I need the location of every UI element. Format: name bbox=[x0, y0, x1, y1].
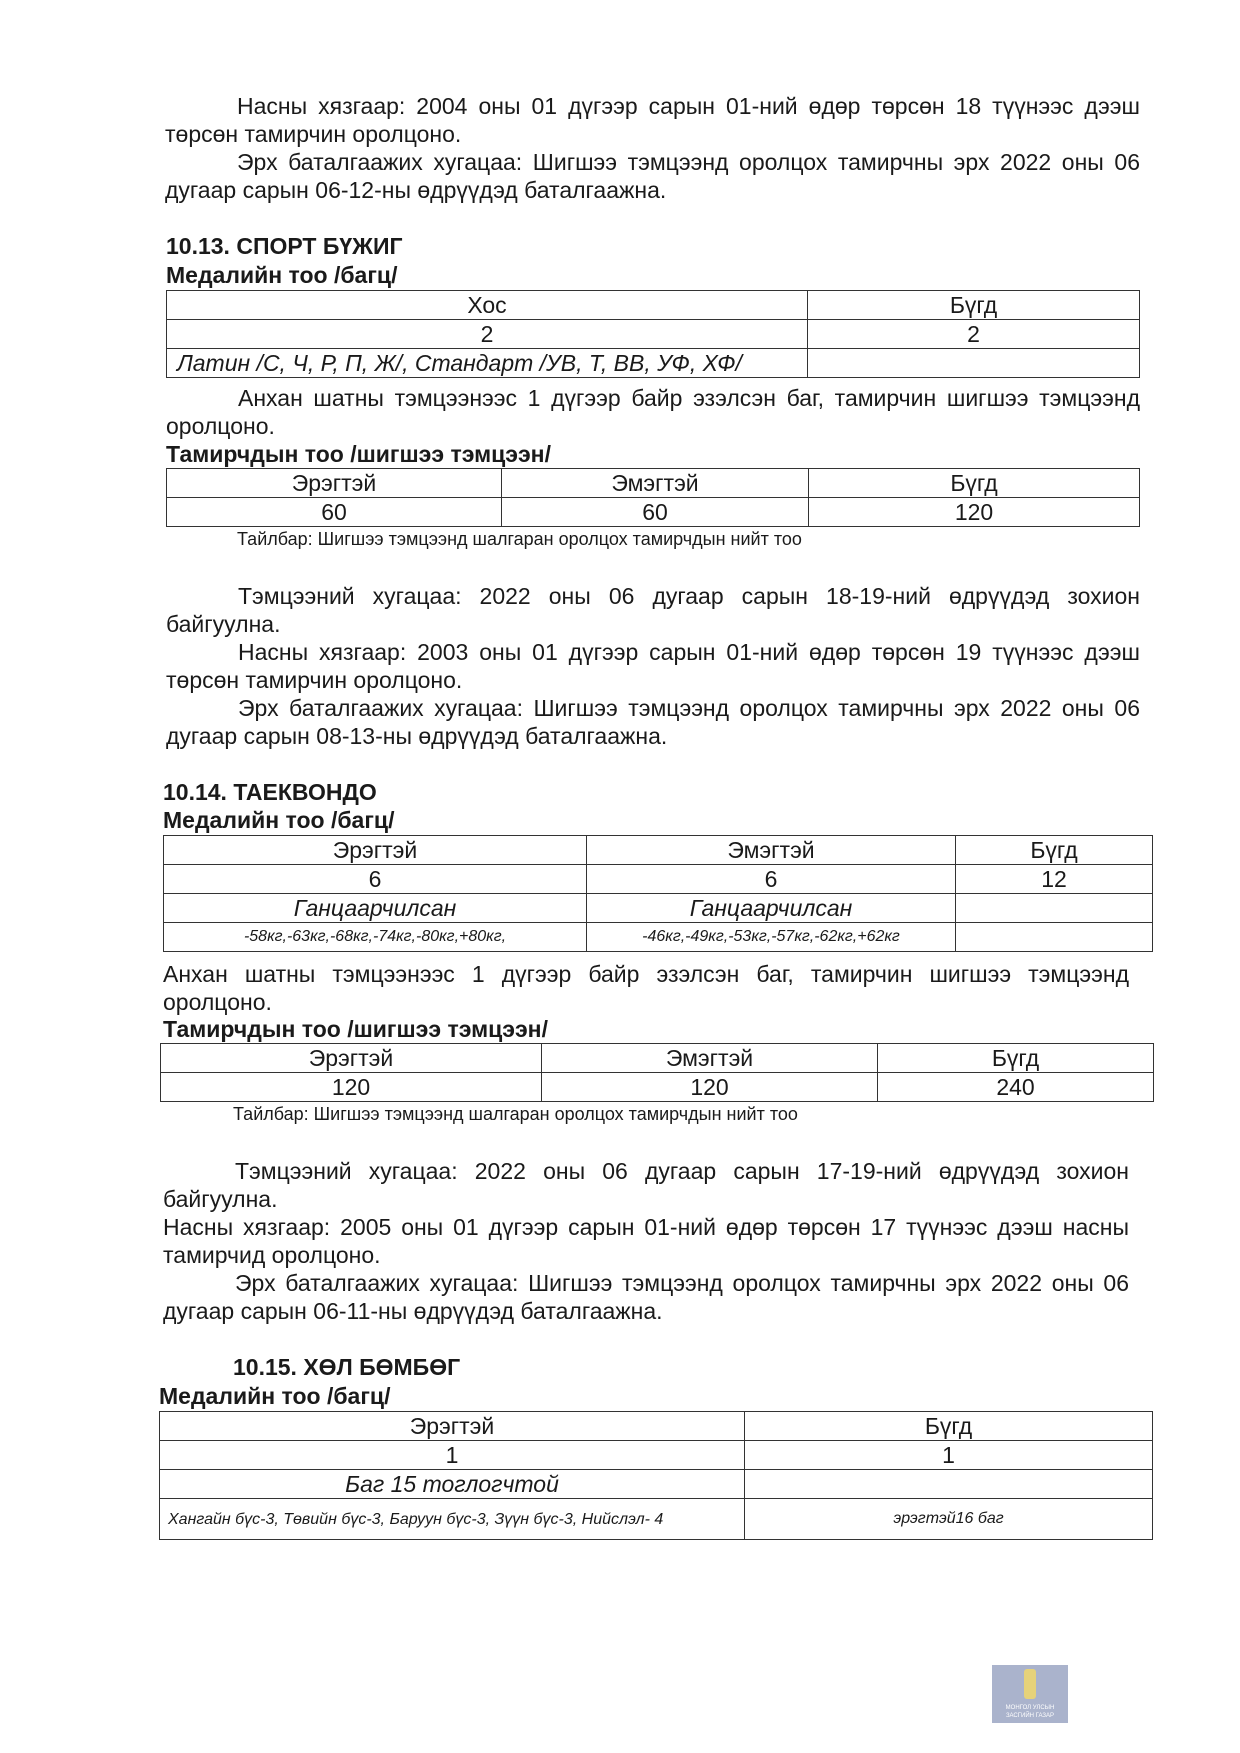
rights-text: Эрх баталгаажих хугацаа: Шигшээ тэмцээнд оролцох тамирчны эрх 2022 оны 06 дугаар сарын 08-13-ны өдрүүдэд баталгаажна. bbox=[166, 695, 1140, 749]
note-text: Тайлбар: Шигшээ тэмцээнд шалгаран оролцох тамирчдын нийт тоо bbox=[233, 1104, 798, 1124]
emblem-text: ЗАСГИЙН ГАЗАР bbox=[1005, 1713, 1055, 1719]
table-row bbox=[167, 320, 1140, 349]
table-row bbox=[167, 349, 1140, 378]
note-text: Тайлбар: Шигшээ тэмцээнд шалгаран оролцох тамирчдын нийт тоо bbox=[237, 529, 802, 549]
qualify-text: Анхан шатны тэмцээнээс 1 дүгээр байр эзэлсэн баг, тамирчин шигшээ тэмцээнд оролцоно. bbox=[166, 385, 1140, 439]
section-title-sport-dance: 10.13. СПОРТ БҮЖИГ bbox=[166, 233, 403, 259]
medal-heading: Медалийн тоо /багц/ bbox=[166, 262, 398, 288]
table-row bbox=[167, 498, 1140, 527]
cell bbox=[745, 1470, 1153, 1499]
header-cell: Эрэгтэй bbox=[164, 836, 587, 865]
medal-table-taekwondo bbox=[163, 835, 1153, 952]
intro-rights: Эрх баталгаажих хугацаа: Шигшээ тэмцээнд оролцох тамирчны эрх 2022 оны 06 дугаар сарын 06-12-ны өдрүүдэд баталгаажна. bbox=[165, 149, 1140, 203]
table-row bbox=[167, 291, 1140, 320]
soyombo-icon bbox=[1024, 1669, 1036, 1699]
cell bbox=[808, 349, 1140, 378]
cell: Ганцаарчилсан bbox=[164, 894, 587, 923]
cell: 6 bbox=[587, 865, 956, 894]
intro-age-limit: Насны хязгаар: 2004 оны 01 дүгээр сарын 01-ний өдөр төрсөн 18 түүнээс дээш төрсөн тамирчин оролцоно. bbox=[165, 93, 1140, 147]
cell bbox=[956, 894, 1153, 923]
table-row bbox=[164, 894, 1153, 923]
cell: 2 bbox=[167, 320, 808, 349]
cell: 120 bbox=[809, 498, 1140, 527]
table-row bbox=[164, 923, 1153, 952]
age-limit-text: Насны хязгаар: 2003 оны 01 дүгээр сарын 01-ний өдөр төрсөн 19 түүнээс дээш төрсөн тамирчин оролцоно. bbox=[166, 639, 1140, 693]
athlete-heading: Тамирчдын тоо /шигшээ тэмцээн/ bbox=[163, 1016, 548, 1042]
cell: 240 bbox=[878, 1073, 1154, 1102]
cell: Хангайн бүс-3, Төвийн бүс-3, Баруун бүс-3, Зүүн бүс-3, Нийслэл- 4 bbox=[160, 1499, 745, 1540]
cell: 6 bbox=[164, 865, 587, 894]
header-cell: Эрэгтэй bbox=[161, 1044, 542, 1073]
cell: 12 bbox=[956, 865, 1153, 894]
cell: эрэгтэй16 баг bbox=[745, 1499, 1153, 1540]
table-row bbox=[160, 1441, 1153, 1470]
medal-table-football bbox=[159, 1411, 1153, 1540]
header-cell: Бүгд bbox=[808, 291, 1140, 320]
table-row bbox=[164, 836, 1153, 865]
dates-text: Тэмцээний хугацаа: 2022 оны 06 дугаар сарын 18-19-ний өдрүүдэд зохион байгуулна. bbox=[166, 583, 1140, 637]
emblem-text: МОНГОЛ УЛСЫН bbox=[1005, 1705, 1055, 1711]
header-cell: Эмэгтэй bbox=[587, 836, 956, 865]
cell bbox=[956, 923, 1153, 952]
medal-table-sport-dance bbox=[166, 290, 1140, 378]
table-row bbox=[160, 1470, 1153, 1499]
cell: Ганцаарчилсан bbox=[587, 894, 956, 923]
cell: 60 bbox=[167, 498, 502, 527]
medal-heading: Медалийн тоо /багц/ bbox=[159, 1383, 391, 1409]
table-row bbox=[161, 1044, 1154, 1073]
cell: 60 bbox=[502, 498, 809, 527]
cell: 1 bbox=[160, 1441, 745, 1470]
athlete-table-taekwondo bbox=[160, 1043, 1154, 1102]
header-cell: Бүгд bbox=[809, 469, 1140, 498]
cell: -46кг,-49кг,-53кг,-57кг,-62кг,+62кг bbox=[587, 923, 956, 952]
table-row bbox=[160, 1499, 1153, 1540]
athlete-heading: Тамирчдын тоо /шигшээ тэмцээн/ bbox=[166, 441, 551, 467]
header-cell: Бүгд bbox=[956, 836, 1153, 865]
athlete-table-sport-dance bbox=[166, 468, 1140, 527]
age-limit-text: Насны хязгаар: 2005 оны 01 дүгээр сарын 01-ний өдөр төрсөн 17 түүнээс дээш насны тамирчид оролцоно. bbox=[163, 1214, 1129, 1268]
table-row bbox=[161, 1073, 1154, 1102]
table-row bbox=[164, 865, 1153, 894]
cell: 120 bbox=[161, 1073, 542, 1102]
cell: -58кг,-63кг,-68кг,-74кг,-80кг,+80кг, bbox=[164, 923, 587, 952]
dates-text: Тэмцээний хугацаа: 2022 оны 06 дугаар сарын 17-19-ний өдрүүдэд зохион байгуулна. bbox=[163, 1158, 1129, 1212]
qualify-text: Анхан шатны тэмцээнээс 1 дүгээр байр эзэлсэн баг, тамирчин шигшээ тэмцээнд оролцоно. bbox=[163, 961, 1129, 1015]
cell: 120 bbox=[542, 1073, 878, 1102]
header-cell: Эмэгтэй bbox=[542, 1044, 878, 1073]
rights-text: Эрх баталгаажих хугацаа: Шигшээ тэмцээнд оролцох тамирчны эрх 2022 оны 06 дугаар сарын 06-11-ны өдрүүдэд баталгаажна. bbox=[163, 1270, 1129, 1324]
section-title-taekwondo: 10.14. ТАЕКВОНДО bbox=[163, 779, 377, 805]
cell: 2 bbox=[808, 320, 1140, 349]
table-row bbox=[160, 1412, 1153, 1441]
cell: Латин /С, Ч, Р, П, Ж/, Стандарт /УВ, Т, ВВ, УФ, ХФ/ bbox=[167, 349, 808, 378]
header-cell: Хос bbox=[167, 291, 808, 320]
cell: Баг 15 тоглогчтой bbox=[160, 1470, 745, 1499]
cell: 1 bbox=[745, 1441, 1153, 1470]
header-cell: Эрэгтэй bbox=[160, 1412, 745, 1441]
header-cell: Бүгд bbox=[878, 1044, 1154, 1073]
section-title-football: 10.15. ХӨЛ БӨМБӨГ bbox=[233, 1354, 461, 1380]
medal-heading: Медалийн тоо /багц/ bbox=[163, 807, 395, 833]
government-emblem bbox=[992, 1665, 1068, 1723]
header-cell: Бүгд bbox=[745, 1412, 1153, 1441]
header-cell: Эрэгтэй bbox=[167, 469, 502, 498]
header-cell: Эмэгтэй bbox=[502, 469, 809, 498]
table-row bbox=[167, 469, 1140, 498]
